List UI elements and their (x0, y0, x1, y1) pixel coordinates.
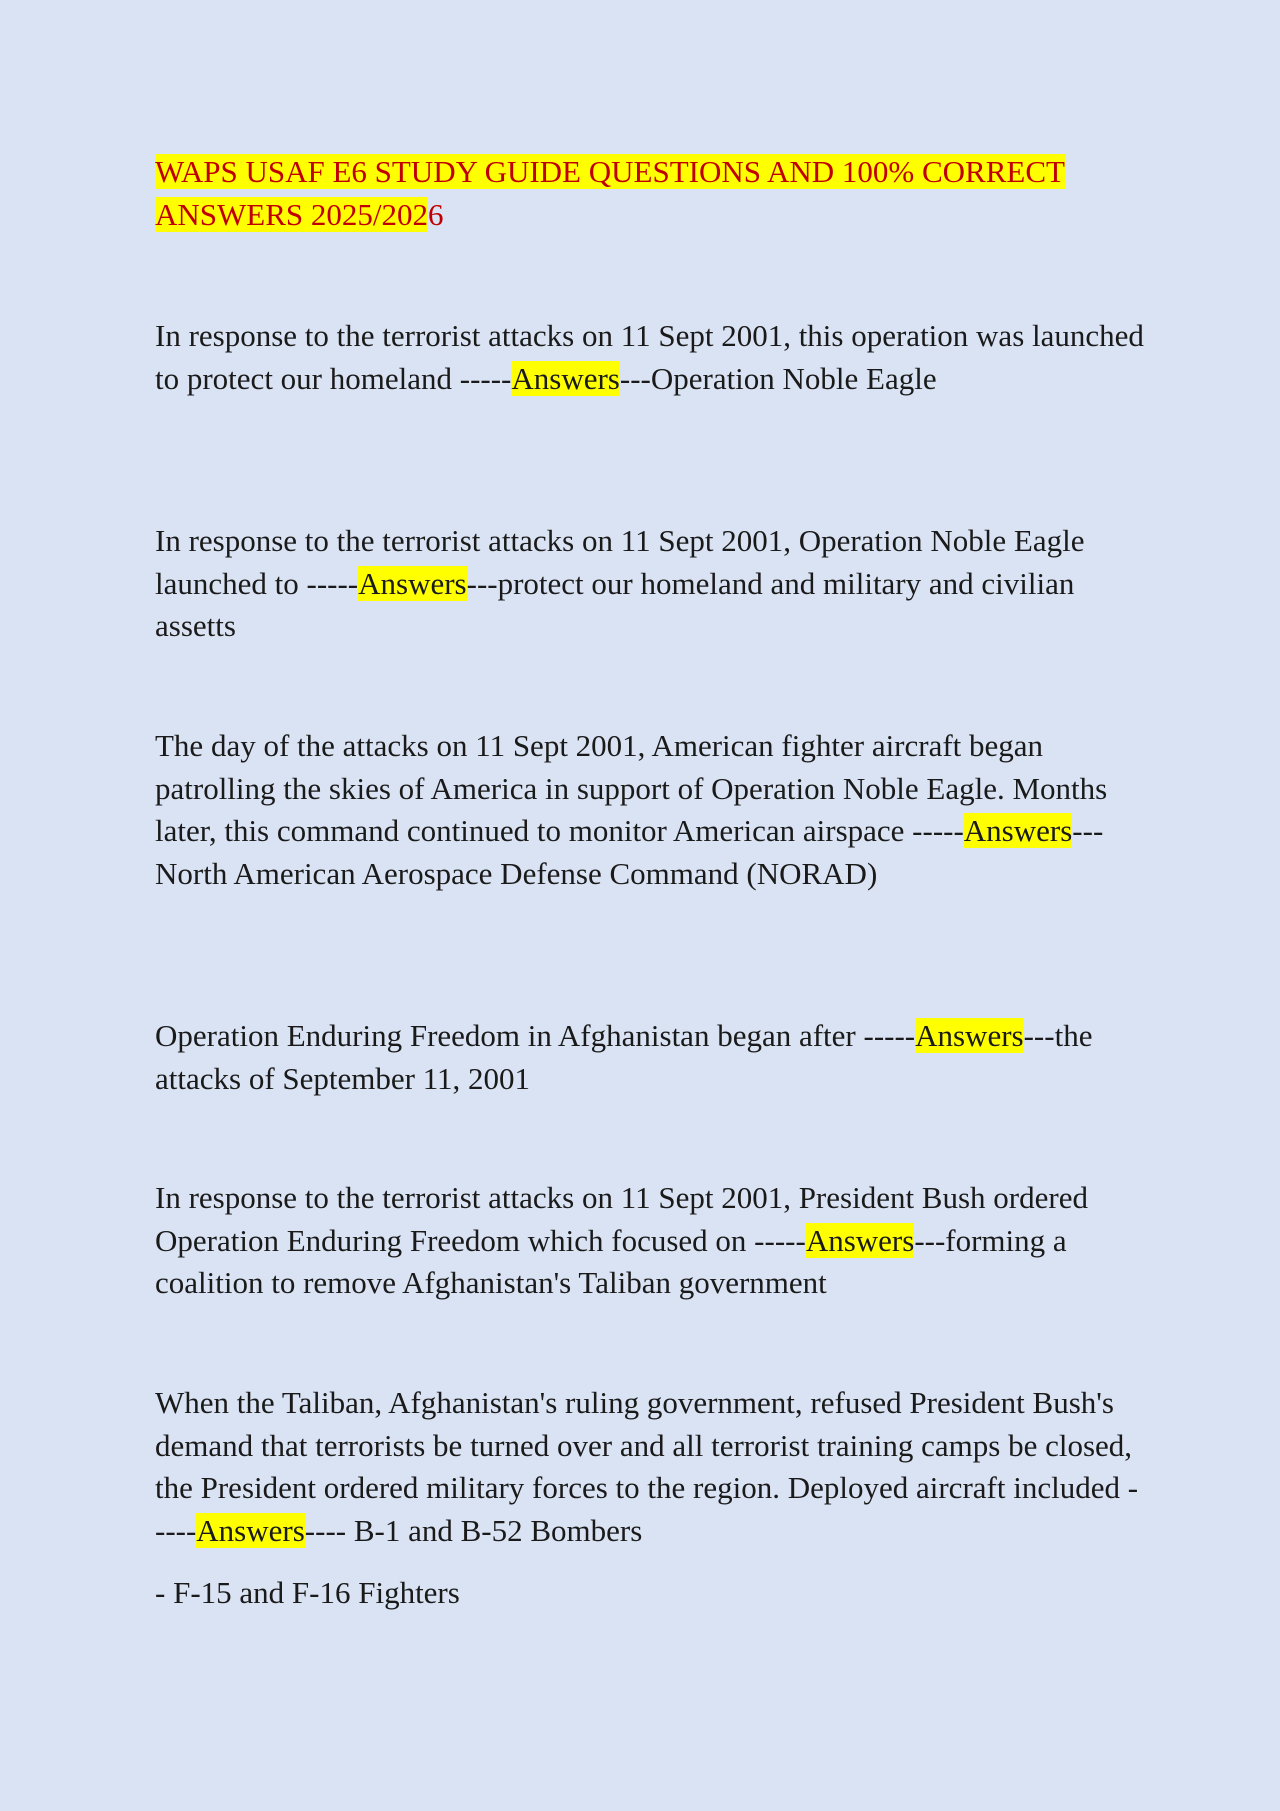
answer-text: ---North American Aerospace Defense Command (NORAD) (155, 813, 1104, 891)
qa-item (155, 520, 1145, 648)
answer-text: ---Operation Noble Eagle (619, 360, 937, 396)
answers-marker: Answers (963, 813, 1073, 848)
question-text: The day of the attacks on 11 Sept 2001, American fighter aircraft began patrolling the skies of America in support of Operation Noble Eagle. Months later, this command continued to monitor American airspace ----- (155, 728, 1108, 848)
answer-continuation: - F-15 and F-16 Fighters (155, 1575, 460, 1610)
qa-item (155, 725, 1145, 895)
question-text: In response to the terrorist attacks on 11 Sept 2001, President Bush ordered Operation Enduring Freedom which focused on ----- (155, 1180, 1088, 1258)
document-page (155, 150, 1145, 1610)
title-highlighted-text: WAPS USAF E6 STUDY GUIDE QUESTIONS AND 100% CORRECT ANSWERS 2025/202 (155, 154, 1065, 232)
qa-item (155, 1382, 1145, 1552)
title-tail-text: 6 (428, 197, 444, 232)
question-text: When the Taliban, Afghanistan's ruling government, refused President Bush's demand that terrorists be turned over and all terrorist training camps be closed, the President ordered military forces to the region. Deployed aircraft included ----- (155, 1385, 1139, 1548)
answers-marker: Answers (196, 1512, 305, 1548)
answers-marker: Answers (511, 360, 620, 396)
qa-item (155, 1177, 1145, 1305)
answer-text: ---forming a coalition to remove Afghanistan's Taliban government (155, 1222, 1067, 1300)
question-text: In response to the terrorist attacks on 11 Sept 2001, Operation Noble Eagle launched to ----- (155, 523, 1085, 601)
answer-text: ---protect our homeland and military and civilian assetts (155, 565, 1075, 643)
answers-marker: Answers (358, 565, 467, 601)
question-text: Operation Enduring Freedom in Afghanistan began after ----- (155, 1018, 916, 1053)
answer-text: ---the attacks of September 11, 2001 (155, 1018, 1093, 1096)
document-title (155, 150, 1145, 236)
answers-marker: Answers (805, 1222, 915, 1258)
question-text: In response to the terrorist attacks on 11 Sept 2001, this operation was launched to protect our homeland ----- (155, 318, 1144, 396)
qa-item (155, 315, 1145, 400)
answers-marker: Answers (915, 1018, 1024, 1053)
qa-item (155, 1015, 1145, 1100)
answer-text: ---- B-1 and B-52 Bombers (304, 1512, 643, 1548)
